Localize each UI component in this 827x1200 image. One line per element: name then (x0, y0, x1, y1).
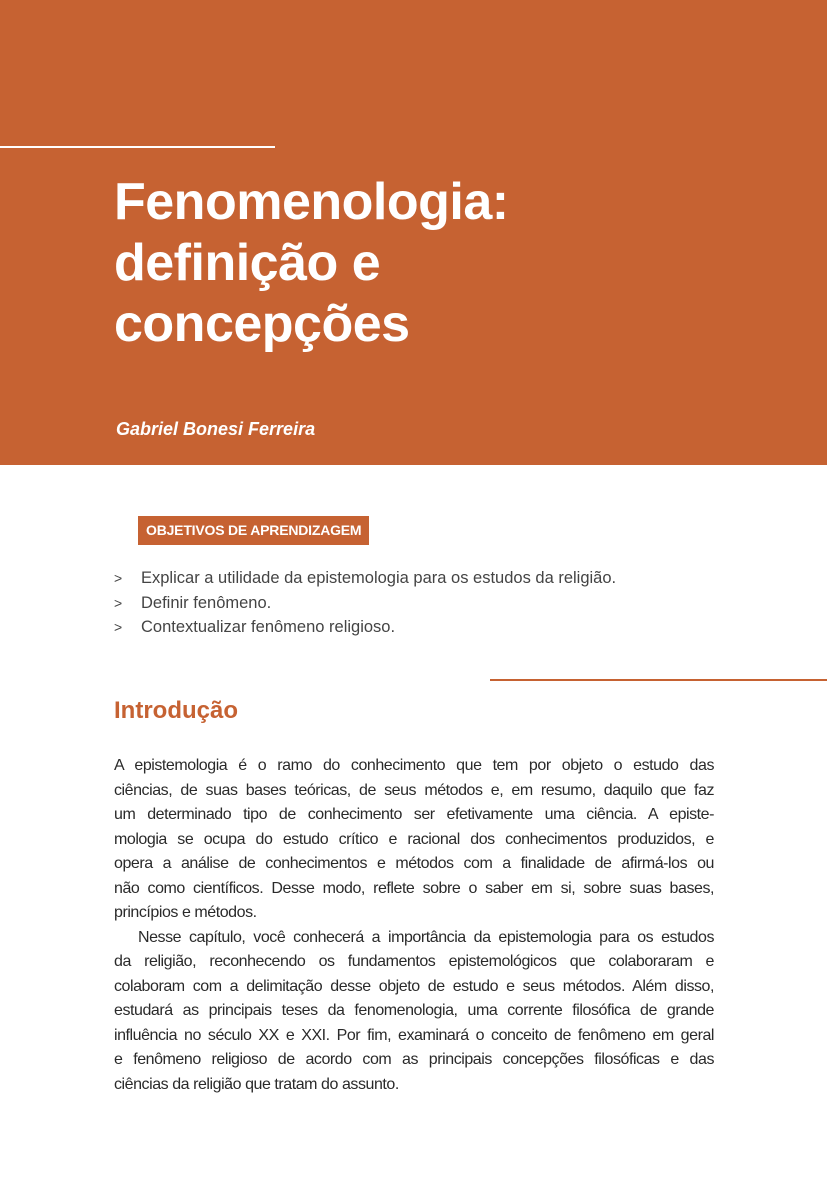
paragraph-line: colaboram com a delimitação desse objeto de estudo e seus métodos. Além disso, (114, 977, 714, 995)
chapter-title (114, 172, 509, 355)
paragraph-line: influência no século XX e XXI. Por fim, examinará o conceito de fenômeno em geral (114, 1026, 714, 1044)
chevron-right-icon: > (114, 570, 123, 586)
chevron-right-icon: > (114, 594, 123, 611)
paragraph-line: ciências da religião que tratam do assunto. (114, 1075, 399, 1093)
paragraph-line: Nesse capítulo, você conhecerá a importância da epistemologia para os estudos (138, 928, 714, 946)
objectives-list (114, 566, 616, 640)
paragraph-line: da religião, reconhecendo os fundamentos epistemológicos que colaboraram e (114, 953, 714, 970)
objective-text: Explicar a utilidade da epistemologia para os estudos da religião. (141, 569, 617, 587)
paragraph-line: princípios e métodos. (114, 904, 257, 921)
paragraph-line: um determinado tipo de conhecimento ser efetivamente uma ciência. A episte- (114, 806, 714, 823)
objectives-badge: OBJETIVOS DE APRENDIZAGEM (138, 516, 369, 545)
paragraph-line: não como científicos. Desse modo, reflete sobre o saber em si, sobre suas bases, (114, 879, 714, 897)
title-line: Fenomenologia: (114, 173, 509, 231)
chevron-right-icon: > (114, 619, 123, 635)
body-text (114, 754, 714, 1097)
paragraph-line: ciências, de suas bases teóricas, de seus métodos e, em resumo, daquilo que faz (114, 781, 714, 799)
list-item (114, 615, 616, 640)
section-divider (490, 679, 827, 681)
title-line: definição e (114, 234, 381, 292)
paragraph-line: estudará as principais teses da fenomenologia, uma corrente filosófica de grande (114, 1002, 714, 1019)
list-item (114, 566, 616, 591)
objective-text: Contextualizar fenômeno religioso. (141, 618, 396, 636)
author-name: Gabriel Bonesi Ferreira (116, 419, 316, 439)
objective-text: Definir fenômeno. (141, 593, 272, 612)
paragraph-line: A epistemologia é o ramo do conhecimento que tem por objeto o estudo das (114, 757, 714, 774)
list-item (114, 591, 616, 616)
paragraph-line: mologia se ocupa do estudo crítico e racional dos conhecimentos produzidos, e (114, 830, 714, 848)
section-heading: Introdução (114, 697, 238, 724)
chapter-header (0, 0, 827, 465)
paragraph-line: opera a análise de conhecimentos e métodos com a finalidade de afirmá-los ou (114, 855, 714, 872)
title-line: concepções (114, 295, 410, 353)
header-divider (0, 146, 275, 148)
paragraph-line: e fenômeno religioso de acordo com as principais concepções filosóficas e das (114, 1051, 714, 1068)
